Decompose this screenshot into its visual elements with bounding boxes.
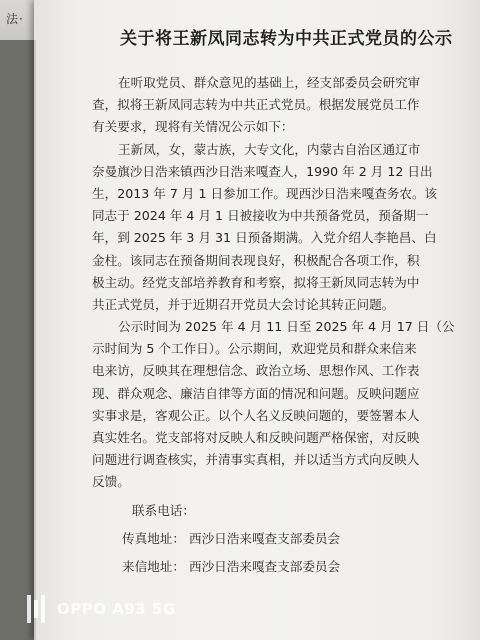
paragraph3-line: 反馈。 <box>92 474 130 490</box>
paragraph2-line: 奈曼旗沙日浩来镇西沙日浩来嘎查人，1990 年 2 月 12 日出 <box>92 163 433 179</box>
paragraph2-line: 年，到 2025 年 3 月 31 日预备期满。入党介绍人李艳昌、白 <box>92 230 437 246</box>
paragraph2-line: 共正式党员，并于近期召开党员大会讨论其转正问题。 <box>92 296 395 312</box>
notice-title: 关于将王新凤同志转为中共正式党员的公示 <box>120 29 453 49</box>
paragraph1-line: 查，拟将王新凤同志转为中共正式党员。根据发展党员工作 <box>92 97 420 113</box>
paper-edge-shadow <box>34 40 36 640</box>
watermark-text: OPPO A93 5G <box>57 600 176 618</box>
paragraph1-line: 有关要求，现将有关情况公示如下： <box>92 119 294 135</box>
paragraph2-line: 金柱。该同志在预备期间表现良好，积极配合各项工作，积 <box>92 252 420 268</box>
paragraph2-line: 生，2013 年 7 月 1 日参加工作。现西沙日浩来嘎查务农。该 <box>92 185 438 201</box>
paragraph2-line: 同志于 2024 年 4 月 1 日被接收为中共预备党员，预备期一 <box>92 208 429 224</box>
contact-fax-address: 传真地址： 西沙日浩来嘎查支部委员会 <box>122 530 341 546</box>
notice-body <box>92 72 466 578</box>
paragraph3-line: 问题进行调查核实，并清事实真相，并以适当方式向反映人 <box>92 452 420 468</box>
paragraph3-line: 真实姓名。党支部将对反映人和反映问题严格保密，对反映 <box>92 430 420 445</box>
paragraph2-line: 极主动。经党支部培养教育和考察，拟将王新凤同志转为中 <box>92 274 420 290</box>
paragraph3-line: 公示时间为 2025 年 4 月 11 日至 2025 年 4 月 17 日（公 <box>118 319 455 335</box>
paragraph3-line: 电来访，反映其在理想信念、政治立场、思想作风、工作表 <box>92 363 420 379</box>
paragraph3-line: 实事求是，客观公正。以个人名义反映问题的，要签署本人 <box>92 407 420 423</box>
contact-mail-address: 来信地址： 西沙日浩来嘎查支部委员会 <box>122 558 341 574</box>
paragraph1-line: 在听取党员、群众意见的基础上，经支部委员会研究审 <box>118 75 421 90</box>
paragraph3-line: 示时间为 5 个工作日）。公示期间，欢迎党员和群众来信来 <box>92 341 417 357</box>
contact-phone-heading: 联系电话： <box>132 502 195 518</box>
paragraph2-line: 王新凤，女，蒙古族，大专文化，内蒙古自治区通辽市 <box>118 141 421 157</box>
camera-lens-icon <box>26 594 52 624</box>
paragraph3-line: 现、群众观念、廉洁自律等方面的情况和问题。反映问题应 <box>92 385 420 401</box>
background-text-fragment: 法· <box>6 12 24 26</box>
camera-watermark <box>26 594 176 624</box>
